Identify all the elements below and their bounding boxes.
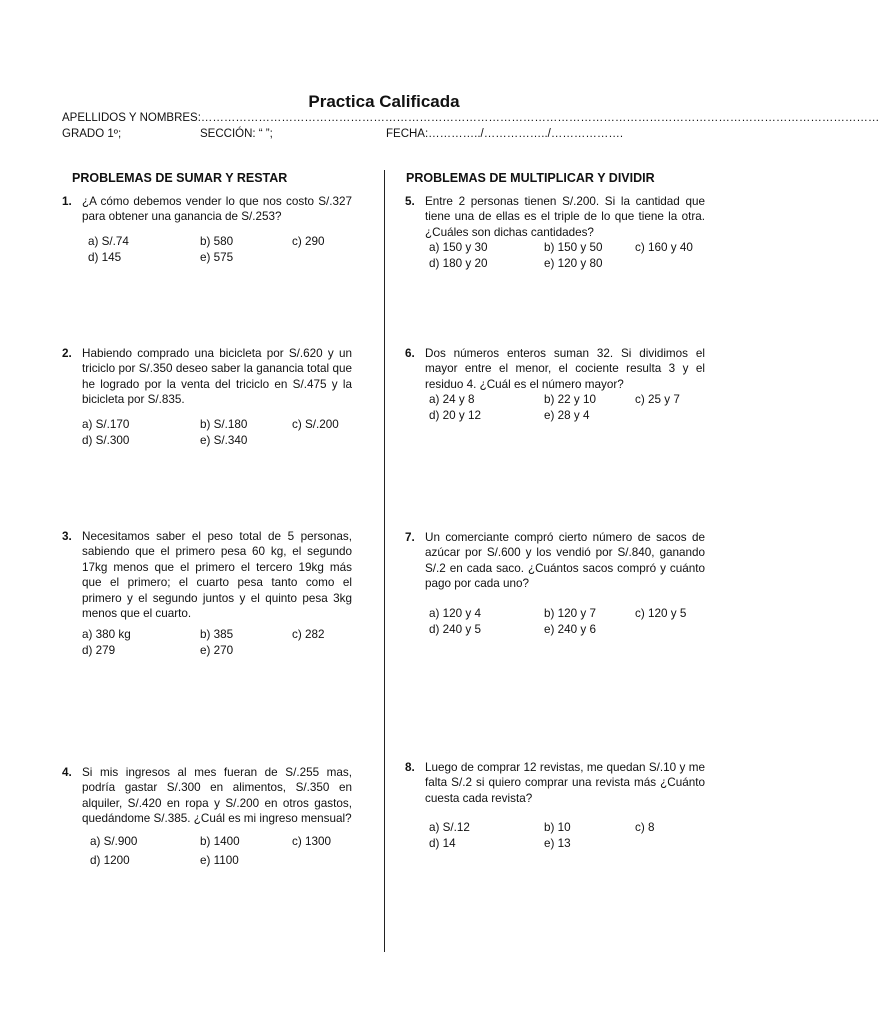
option-c: c) 282 bbox=[292, 628, 325, 642]
problem-number: 7. bbox=[405, 531, 415, 544]
problem-4 bbox=[62, 765, 352, 869]
option-c: c) 160 y 40 bbox=[635, 241, 693, 255]
problem-text: Si mis ingresos al mes fueran de S/.255 mas, podría gastar S/.300 en alimentos, S/.350 en alquiler, S/.420 en ropa y S/.200 en otros gastos, quedándome S/.385. ¿Cuál es mi ingreso mensual? bbox=[82, 766, 352, 826]
option-b: b) 120 y 7 bbox=[544, 606, 596, 620]
problem-number: 5. bbox=[405, 195, 415, 208]
problem-number: 2. bbox=[62, 347, 72, 360]
problem-text: Necesitamos saber el peso total de 5 personas, sabiendo que el primero pesa 60 kg, el segundo 17kg menos que el primero el tercero 19kg más que el primero; el cuarto pesa tanto como el primero y el segundo juntos y el quinto pesa 3kg menos que el cuarto. bbox=[82, 530, 352, 621]
option-d: d) 145 bbox=[88, 250, 122, 264]
option-b: b) 1400 bbox=[200, 834, 240, 848]
option-c: c) S/.200 bbox=[292, 417, 339, 431]
problem-text: Un comerciante compró cierto número de sacos de azúcar por S/.600 y los vendió por S/.840, ganando S/.2 en cada saco. ¿Cuántos sacos compró y cuánto pago por cada uno? bbox=[425, 531, 705, 591]
option-b: b) 10 bbox=[544, 821, 571, 835]
options-row bbox=[82, 250, 352, 266]
option-e: e) 13 bbox=[544, 837, 571, 851]
problem-number: 3. bbox=[62, 530, 72, 543]
option-e: e) 575 bbox=[200, 250, 234, 264]
option-d: d) 1200 bbox=[90, 853, 130, 867]
option-e: e) 28 y 4 bbox=[544, 409, 590, 423]
option-b: b) 150 y 50 bbox=[544, 241, 603, 255]
option-e: e) 270 bbox=[200, 644, 234, 658]
option-a: a) S/.900 bbox=[90, 834, 138, 848]
option-a: a) 380 kg bbox=[82, 628, 131, 642]
left-section-title: PROBLEMAS DE SUMAR Y RESTAR bbox=[72, 171, 288, 185]
option-e: e) 1100 bbox=[200, 853, 239, 867]
section-label: SECCIÓN: “ ”; bbox=[200, 128, 273, 140]
names-field-label: APELLIDOS Y NOMBRES:…………………………………………………………………………………………………………………………………………………………… bbox=[62, 112, 879, 124]
options-row bbox=[82, 627, 352, 643]
problem-text: ¿A cómo debemos vender lo que nos costo S/.327 para obtener una ganancia de S/.253? bbox=[82, 195, 352, 224]
options-row bbox=[425, 606, 705, 622]
options-row bbox=[425, 836, 705, 852]
option-a: a) S/.12 bbox=[429, 821, 470, 835]
option-d: d) 14 bbox=[429, 837, 456, 851]
problem-5 bbox=[405, 194, 705, 272]
problem-3 bbox=[62, 529, 352, 659]
problem-1 bbox=[62, 194, 352, 266]
problem-text: Entre 2 personas tienen S/.200. Si la cantidad que tiene una de ellas es el triple de lo que tiene la otra. ¿Cuáles son dichas cantidades? bbox=[425, 195, 705, 239]
problem-2 bbox=[62, 346, 352, 449]
option-d: d) 279 bbox=[82, 644, 116, 658]
option-c: c) 290 bbox=[292, 234, 325, 248]
options-row bbox=[425, 240, 705, 256]
options-row bbox=[82, 834, 352, 853]
option-d: d) S/.300 bbox=[82, 433, 130, 447]
options-row bbox=[82, 433, 352, 449]
option-a: a) 120 y 4 bbox=[429, 606, 481, 620]
options-row bbox=[425, 622, 705, 638]
option-e: e) 120 y 80 bbox=[544, 257, 603, 271]
options-row bbox=[82, 234, 352, 250]
grade-label: GRADO 1º; bbox=[62, 128, 122, 140]
option-d: d) 180 y 20 bbox=[429, 257, 488, 271]
option-c: c) 1300 bbox=[292, 834, 331, 848]
problem-number: 6. bbox=[405, 347, 415, 360]
option-c: c) 8 bbox=[635, 821, 655, 835]
options-row bbox=[425, 408, 705, 424]
problem-6 bbox=[405, 346, 705, 424]
option-a: a) 150 y 30 bbox=[429, 241, 488, 255]
option-d: d) 240 y 5 bbox=[429, 622, 481, 636]
option-c: c) 25 y 7 bbox=[635, 393, 680, 407]
problem-8 bbox=[405, 760, 705, 852]
options-row bbox=[425, 392, 705, 408]
option-a: a) S/.74 bbox=[88, 234, 129, 248]
problem-number: 1. bbox=[62, 195, 72, 208]
option-b: b) S/.180 bbox=[200, 417, 248, 431]
problem-text: Luego de comprar 12 revistas, me quedan S/.10 y me falta S/.2 si quiero comprar una revista más ¿Cuánto cuesta cada revista? bbox=[425, 761, 705, 805]
problem-text: Habiendo comprado una bicicleta por S/.620 y un triciclo por S/.350 deseo saber la ganancia total que he logrado por la venta del triciclo en S/.475 y la bicicleta por S/.835. bbox=[82, 347, 352, 407]
page-title: Practica Calificada bbox=[308, 92, 460, 111]
column-divider bbox=[384, 170, 385, 952]
option-d: d) 20 y 12 bbox=[429, 409, 481, 423]
option-b: b) 385 bbox=[200, 628, 234, 642]
option-e: e) 240 y 6 bbox=[544, 622, 596, 636]
options-row bbox=[82, 643, 352, 659]
option-a: a) S/.170 bbox=[82, 417, 130, 431]
options-row bbox=[82, 417, 352, 433]
right-section-title: PROBLEMAS DE MULTIPLICAR Y DIVIDIR bbox=[406, 171, 655, 185]
date-label: FECHA:…………../……………../………………. bbox=[386, 128, 624, 140]
option-b: b) 22 y 10 bbox=[544, 393, 596, 407]
option-a: a) 24 y 8 bbox=[429, 393, 475, 407]
option-c: c) 120 y 5 bbox=[635, 606, 687, 620]
option-e: e) S/.340 bbox=[200, 433, 248, 447]
options-row bbox=[425, 256, 705, 272]
option-b: b) 580 bbox=[200, 234, 234, 248]
options-row bbox=[425, 820, 705, 836]
problem-number: 4. bbox=[62, 766, 72, 779]
problem-text: Dos números enteros suman 32. Si dividimos el mayor entre el menor, el cociente resulta 3 y el residuo 4. ¿Cuál es el número mayor? bbox=[425, 347, 705, 391]
options-row bbox=[82, 853, 352, 869]
problem-number: 8. bbox=[405, 761, 415, 774]
problem-7 bbox=[405, 530, 705, 638]
